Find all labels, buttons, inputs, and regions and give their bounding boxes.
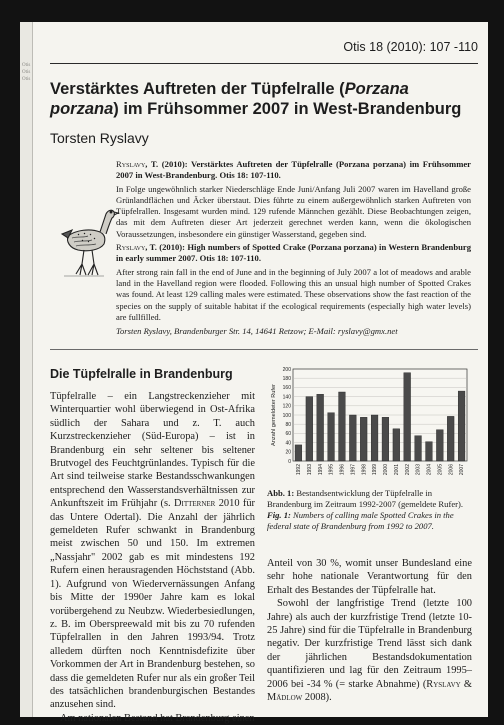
chart-bar-1998: [360, 417, 367, 461]
chart-x-tick-label: 1992: [296, 464, 303, 476]
chart-x-tick-label: 1997: [350, 464, 357, 476]
facing-page-edge: [20, 22, 33, 717]
body-paragraph: Am nationalen Bestand hat Brandenburg einen: [60, 712, 255, 724]
title-species: Porzana porzana: [50, 80, 409, 118]
title-part-2: ) im Frühsommer 2007 in West-Brandenburg: [113, 100, 462, 118]
chart-y-tick-label: 40: [285, 440, 291, 447]
chart-bar-1992: [295, 445, 302, 461]
chart-bar-1994: [317, 394, 324, 461]
chart-x-tick-label: 2006: [448, 464, 455, 476]
chart-x-tick-label: 2000: [383, 464, 390, 476]
chart-bar-1995: [328, 413, 335, 461]
chart-x-tick-label: 1995: [328, 464, 335, 476]
abstract-block: [116, 159, 471, 339]
chart-x-tick-label: 1999: [372, 464, 379, 476]
section-heading: Die Tüpfelralle in Brandenburg: [50, 367, 233, 381]
chart-x-tick-label: 1993: [306, 464, 313, 476]
facing-page-text-fragment: Otis Otis Otis: [22, 63, 31, 82]
chart-x-tick-label: 1996: [339, 464, 346, 476]
left-column: [50, 390, 255, 725]
journal-page: [20, 22, 488, 724]
abstract-en-text: After strong rain fall in the end of June and in the beginning of July 2007 a lot of meadows and arable land in the Havelland region were flooded. Following this an unsual high number of Spotted Crakes was found. At least 129 calling males were estimated. These observations show the fast reaction of the species on the supply of suitable habitat if the ecological requirements (especially high water levels) are fullfilled.: [116, 266, 471, 322]
chart-bar-1999: [371, 415, 378, 461]
chart-y-tick-label: 120: [282, 403, 291, 410]
abstract-de-text: In Folge ungewöhnlich starker Niederschläge Ende Juni/Anfang Juli 2007 waren im Havelland große Grünlandflächen und Äcker überstaut. Dies führte zu einem außergewöhnlich starken Auftreten von Tüpfelrallen. Insgesamt wurden mind. 129 rufende Männchen gezählt. Diese Beobachtungen zeigen, das mit dem Auftreten dieser Art jederzeit gerechnet werden kann, wenn die ökologischen Voraussetzungen, insbesondere ein günstiger Wasserstand, gegeben sind.: [116, 183, 471, 239]
chart-bar-2003: [415, 436, 422, 461]
chart-x-tick-label: 2007: [459, 464, 466, 476]
article-author: Torsten Ryslavy: [50, 130, 149, 146]
chart-x-tick-label: 1998: [361, 464, 368, 476]
chart-x-ticks: [296, 464, 465, 475]
chart-y-tick-label: 140: [282, 394, 291, 401]
author-address: Torsten Ryslavy, Brandenburger Str. 14, 14641 Retzow; E-Mail: ryslavy@gmx.net: [116, 326, 398, 337]
bar-chart: [267, 365, 470, 483]
chart-y-tick-label: 80: [285, 422, 291, 428]
body-paragraph: Tüpfelralle – ein Langstreckenzieher mit Winterquartier wohl überwiegend in Ost-Afrika südlich der Sahara und z. T. auch Kurzstreckenzieher (Süd-Europa) – ist in Brandenburg ein sehr seltener bis seltener Brutvogel des Feuchtgrünlandes. Typisch für die Art sind teilweise starke Bestandsschwankungen entsprechend den Wasserstandsverhältnissen zur Ankunftszeit im Frühjahr (s. Ditterner 2010 für das Untere Odertal). Die Anzahl der jährlich gemeldeten Rufer schwankt in Brandenburg meist zwischen 50 und 150. Im extremen „Nassjahr" 2002 gab es mit mindestens 192 Rufern einen herausragenden Höchststand (Abb. 1). Aufgrund von Wiedervernässungen Anfang bis Mitte der 1990er Jahre kam es lokal vorübergehend zu Neubzw. Wiederbesiedlungen, z. B. im Oberspreewald mit bis zu 70 rufenden Tüpfelrallen in den Jahren 1993/94. Trotz alledem dürften noch Kenntnisdefizite über Vorkommen der Art in Brandenburg bestehen, so dass die gemeldeten Rufer nur als ein großer Teil des tatsächlichen brandenburgischen Bestandes anzusehen sind.: [50, 391, 255, 711]
body-paragraph: Sowohl der langfristige Trend (letzte 100 Jahre) als auch der kurzfristige Trend (letzte 10-25 Jahre) sind für die Tüpfelralle in Brandenburg negativ. Der kurzfristige Trend lässt sich dank der jährlichen Bestandsdokumentation quantifizieren und lag für den Zeitraum 1995–2006 bei -34 % (= starke Abnahme) (Ryslavy & Mädlow 2008).: [267, 598, 472, 704]
chart-bar-2004: [426, 442, 433, 461]
chart-y-tick-label: 0: [288, 458, 291, 465]
chart-x-tick-label: 1994: [317, 464, 324, 476]
chart-bar-2002: [404, 373, 411, 461]
abstract-en-citation: Ryslavy, T. (2010): High numbers of Spotted Crake (Porzana porzana) in Western Brandenburg in early summer 2007. Otis 18: 107-110.: [116, 242, 471, 264]
chart-y-tick-label: 60: [285, 431, 291, 438]
right-column: [267, 557, 472, 704]
chart-y-tick-label: 20: [285, 449, 291, 456]
chart-x-tick-label: 2002: [404, 464, 411, 476]
chart-bar-2005: [436, 430, 443, 461]
header-rule: [50, 63, 478, 64]
caption-german: Abb. 1: Bestandsentwicklung der Tüpfelralle in Brandenburg im Zeitraum 1992-2007 (gemeldete Rufer).: [267, 488, 464, 509]
chart-x-tick-label: 2005: [437, 464, 444, 476]
chart-bar-2001: [393, 429, 400, 461]
chart-y-tick-label: 100: [282, 412, 291, 419]
chart-y-tick-label: 180: [282, 376, 291, 382]
chart-bar-2000: [382, 417, 389, 461]
chart-bar-1997: [349, 415, 356, 461]
figure-caption: [267, 488, 472, 532]
chart-bar-1993: [306, 397, 313, 461]
chart-y-tick-label: 200: [282, 366, 291, 373]
article-title: [50, 79, 470, 119]
running-header: Otis 18 (2010): 107 -110: [343, 40, 478, 54]
title-part-1: Verstärktes Auftreten der Tüpfelralle (: [50, 80, 345, 98]
chart-y-axis-label: Anzahl gemeldeter Rufer: [271, 384, 277, 446]
chart-bar-1996: [339, 392, 346, 461]
chart-x-tick-label: 2001: [393, 464, 400, 476]
chart-x-tick-label: 2003: [415, 464, 422, 476]
caption-english: Fig. 1: Numbers of calling male Spotted Crakes in the federal state of Brandenburg from 1992 to 2007.: [267, 510, 454, 531]
chart-x-tick-label: 2004: [426, 464, 433, 476]
spotted-crake-illustration: [58, 200, 118, 280]
section-rule: [50, 349, 478, 350]
abstract-de-citation: Ryslavy, T. (2010): Verstärktes Auftreten der Tüpfelralle (Porzana porzana) im Frühsommer 2007 in West-Brandenburg. Otis 18: 107-110.: [116, 159, 471, 181]
body-paragraph: Anteil von 30 %, womit unser Bundesland eine sehr hohe nationale Verantwortung für den Erhalt des Bestandes der Tüpfelralle hat.: [267, 558, 472, 596]
chart-bar-2006: [447, 416, 454, 461]
chart-y-ticks: [283, 367, 292, 465]
chart-bar-2007: [458, 391, 465, 461]
chart-y-tick-label: 160: [282, 385, 291, 392]
